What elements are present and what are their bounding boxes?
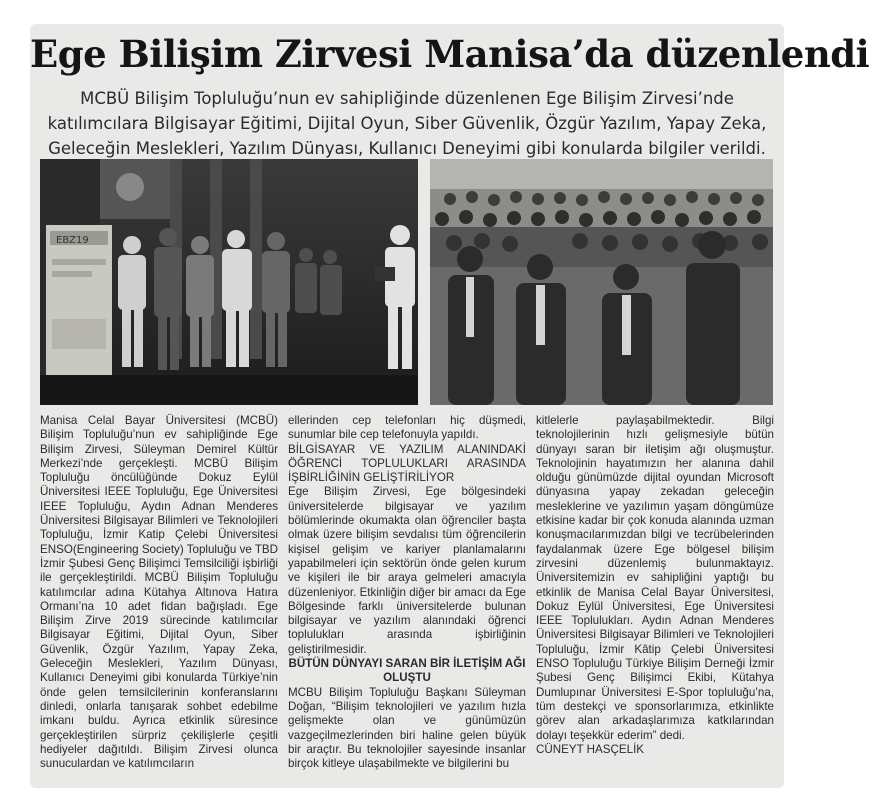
author-byline: CÜNEYT HASÇELİK xyxy=(536,742,645,756)
subheadline: MCBÜ Bilişim Topluluğu’nun ev sahipliğinde düzenlenen Ege Bilişim Zirvesi’nde katılımcılara Bilgisayar Eğitimi, Dijital Oyun, Siber Güvenlik, Özgür Yazılım, Yapay Zeka, Geleceğin Meslekleri, Yazılım Dünyası, Kullanıcı Deneyimi gibi konularda bilgiler verildi. xyxy=(47,89,767,158)
column-1 xyxy=(40,414,278,786)
column-1-text: Manisa Celal Bayar Üniversitesi (MCBÜ) Bilişim Topluluğu’nun ev sahipliğinde Ege Bilişim Zirvesi, Süleyman Demirel Kültür Merkezi’nde gerçekleşti. MCBÜ Bilişim Topluluğu öncülüğünde Dokuz Eylül Üniversitesi IEEE Topluluğu, Ege Üniversitesi IEEE Topluluğu, Aydın Adnan Menderes Üniversitesi Bilgisayar Bilimleri ve Teknolojileri Topluluğu, İzmir Katip Çelebi Üniversitesi ENSO(Engineering Society) Topluluğu ve TBD İzmir Şubesi Genç Bilişimci Temsilciliği işbirliği ile gerçekleştirildi. MCBÜ Bilişim Topluluğu katılımcılar adına Kütahya Altınova Hatıra Ormanı’na 10 adet fidan bağışladı. Ege Bilişim Zirve 2019 sürecinde katılımcılar Bilgisayar Eğitimi, Dijital Oyun, Siber Güvenlik, Özgür Yazılım, Yapay Zeka, Geleceğin Meslekleri, Yazılım Dünyası, Kullanıcı Deneyimi gibi konularda Türkiye’nin önde gelen temsilcilerinin konferanslarını dinledi, onlarla tanışarak sohbet edebilme imkanı buldu. Ayrıca etkinlik süresince gerçekleştirilen sürpriz çekilişlerle çeşitli hediyeler dağıtıldı. Bilişim Zirvesi olunca sunuculardan ve katılımcıların xyxy=(40,414,279,771)
article-body xyxy=(40,414,774,786)
newspaper-clipping xyxy=(30,24,869,788)
column-2-heading: BÜTÜN DÜNYAYI SARAN BİR İLETİŞİM AĞI OLUŞTU xyxy=(288,657,526,685)
column-2 xyxy=(288,414,526,786)
column-3-text: kitlelerle paylaşabilmektedir. Bilgi teknolojilerinin hızlı gelişmesiyle bütün dünyayı saran bir iletişim ağı oluşmuştur. Teknolojinin hayatımızın her alanına dahil olduğu günümüzde dijital oyundan Microsoft dünyasına yapay zekadan geleceğin mesleklerine ve yazılımın yaşam döngümüze etkisine kadar bir çok konuda alanında uzman konuşmacılarımızdan bilgi ve tecrübelerinden faydalanmak üzere Ege bölgesel bilişim zirvesini düzenlemiş bulunmaktayız. Üniversitemizin ev sahipliğini yaptığı bu etkinlik de Manisa Celal Bayar Üniversitesi, Dokuz Eylül Üniversitesi, Ege Üniversitesi IEEE Toplulukları. Aydın Adnan Menderes Üniversitesi Bilgisayar Bilimleri ve Teknolojileri Topluluğu, İzmir Kâtip Çelebi Üniversitesi ENSO Topluluğu Türkiye Bilişim Derneği İzmir Şubesi Genç Bilişimci Ekibi, Kütahya Dumlupınar Üniversitesi E-Spor topluluğu’na, tüm destekçi ve sponsorlarımıza, etkinlikte görev alan arkadaşlarımıza katkılarından dolayı teşekkür ederim” dedi. xyxy=(536,414,774,742)
photo-speakers xyxy=(40,159,418,405)
column-2-end: MCBU Bilişim Topluluğu Başkanı Süleyman Doğan, “Bilişim teknolojileri ve yazılım hızla gelişmekte olan ve günümüzün vazgeçilmezlerinden biri haline gelen büyük bir araçtır. Bu teknolojiler sayesinde insanlar birçok kitleye ulaşabilmekte ve bilgilerini bu xyxy=(288,685,526,771)
photo-audience xyxy=(430,159,773,405)
column-2-intro: ellerinden cep telefonları hiç düşmedi, sunumlar bile cep telefonuyla yapıldı. xyxy=(288,414,526,442)
column-3 xyxy=(536,414,774,786)
headline: Ege Bilişim Zirvesi Manisa’da düzenlendi xyxy=(30,32,869,76)
banner-text: EBZ19 xyxy=(56,235,89,246)
column-2-body: Ege Bilişim Zirvesi, Ege bölgesindeki üniversitelerde bilgisayar ve yazılım bölümlerinde okumakta olan öğrenciler başta olmak üzere bilişim sevdalısı tüm öğrencilerin kişisel gelişim ve kariyer planlamalarını yapabilmeleri için sektörün önde gelen kurum ve kişileri ile bir araya gelmeleri amacıyla düzenleniyor. Etkinliğin diğer bir amacı da Ege Bölgesinde farklı üniversitelerde bulunan bilgisayar ve yazılım alanındaki öğrenci toplulukları arasında işbirliğinin geliştirilmesidir. xyxy=(288,485,526,656)
column-2-subtitle: BİLGİSAYAR VE YAZILIM ALANINDAKİ ÖĞRENCİ TOPLULUKLARI ARASINDA İŞBİRLİĞİNİN GELİŞTİRİLİYOR xyxy=(288,442,526,485)
